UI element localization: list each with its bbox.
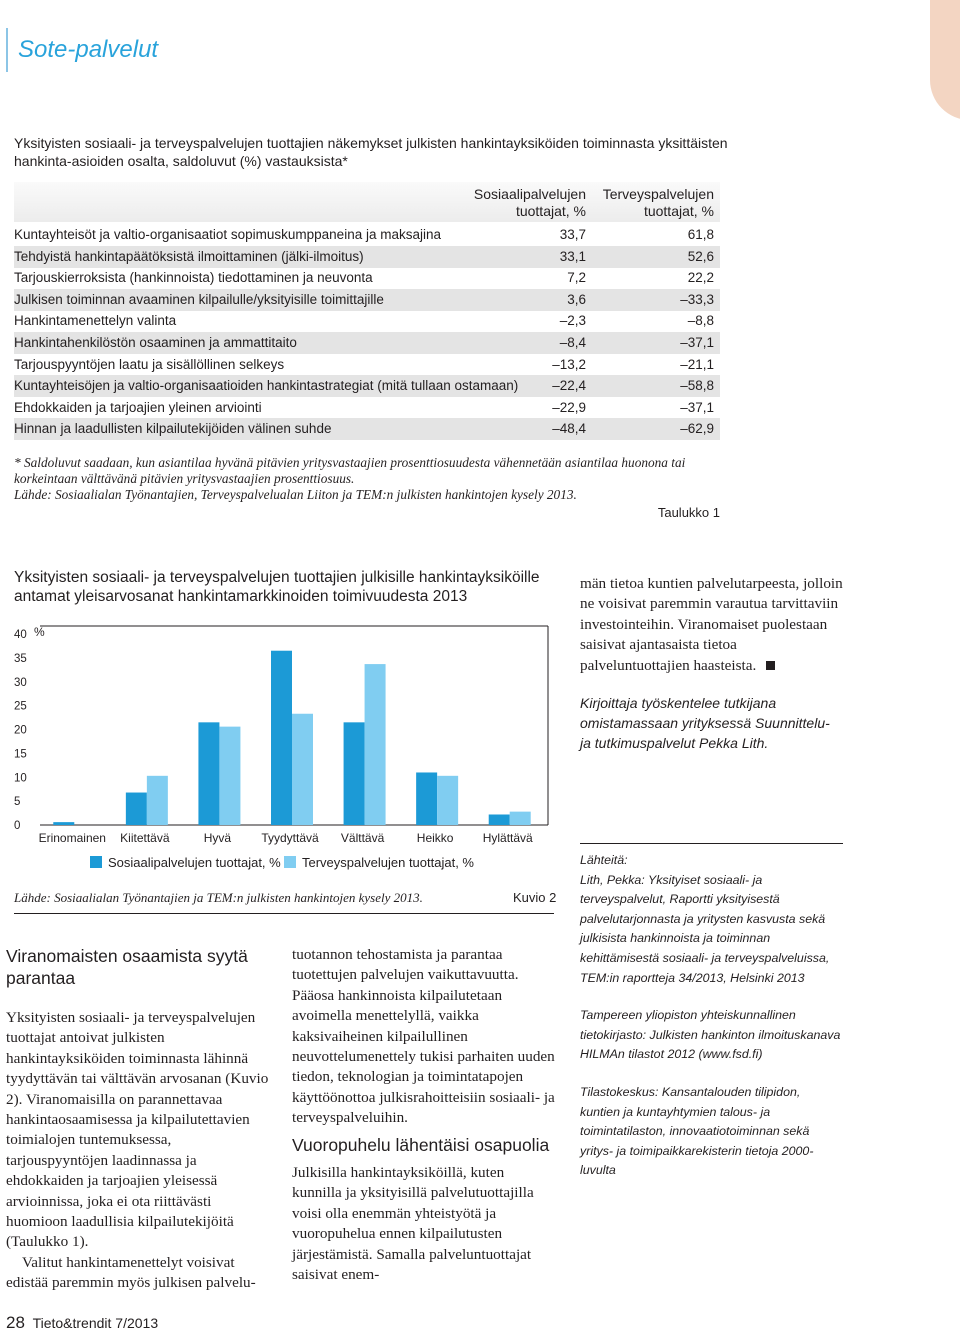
bar-social bbox=[271, 651, 292, 825]
legend-swatch-health bbox=[284, 856, 296, 868]
x-tick-label: Kiitettävä bbox=[120, 831, 170, 845]
value-social: –48,4 bbox=[552, 421, 586, 437]
table-footnote bbox=[14, 455, 734, 503]
bar-health bbox=[510, 812, 531, 825]
reference-item: Tilastokeskus: Kansantalouden tilipidon, kuntien ja kuntayhtymien talous- ja toimintatilaston, innovaatiotoiminnan sekä yritys- ja toimipaikkarekisterin tietoja 2000-luvulta bbox=[580, 1084, 814, 1178]
references bbox=[580, 851, 842, 1199]
table-title: Yksityisten sosiaali- ja terveyspalvelujen tuottajien näkemykset julkisten hankintayksiköiden toiminnasta yksittäisten hankinta-asioiden osalta, saldoluvut (%) vastauksista* bbox=[14, 135, 728, 169]
value-social: –22,4 bbox=[552, 378, 586, 394]
table-row bbox=[14, 332, 720, 354]
table-row bbox=[14, 224, 720, 246]
bar-health bbox=[147, 776, 168, 825]
y-tick-label: 25 bbox=[14, 700, 27, 713]
y-tick-label: 20 bbox=[14, 724, 27, 737]
table-row bbox=[14, 375, 720, 397]
legend-label-health: Terveyspalvelujen tuottajat, % bbox=[302, 855, 474, 870]
value-social: –13,2 bbox=[552, 356, 586, 372]
legend-item-social bbox=[90, 855, 281, 870]
table-row bbox=[14, 289, 720, 311]
table-row bbox=[14, 310, 720, 332]
value-social: 33,1 bbox=[559, 248, 586, 264]
row-label: Ehdokkaiden ja tarjoajien yleinen arviointi bbox=[14, 399, 262, 415]
bar-social bbox=[53, 822, 74, 825]
article-subheading: Vuoropuhelu lähentäisi osapuolia bbox=[292, 1135, 550, 1155]
page-number: 28 bbox=[6, 1313, 25, 1332]
value-health: –21,1 bbox=[680, 356, 714, 372]
y-tick-label: 10 bbox=[14, 772, 27, 785]
row-label: Hankintamenettelyn valinta bbox=[14, 313, 177, 329]
value-social: 3,6 bbox=[567, 291, 586, 307]
end-mark-icon bbox=[766, 661, 775, 670]
article-text-col2: tuotannon tehostamista ja parantaa tuotettujen palvelujen vaikuttavuutta. Pääosa hankinnoista kilpailutetaan avoimella menettelyllä, vaikka kaksivaiheinen kilpailullinen neuvottelumenettely tukisi parhaiten uuden tiedon, teknologian ja toimintatapojen käyttöönottoa julkisrahoitteisiin sosiaali- ja terveyspalveluihin. bbox=[292, 946, 555, 1127]
value-health: –62,9 bbox=[680, 421, 714, 437]
row-label: Kuntayhteisöjen ja valtio-organisaatioiden hankintastrategiat (mitä tullaan ostamaan) bbox=[14, 378, 519, 394]
x-tick-label: Erinomainen bbox=[38, 831, 106, 845]
value-health: –58,8 bbox=[680, 378, 714, 394]
footnote-definition: * Saldoluvut saadaan, kun asiantilaa hyvänä pitävien yritysvastaajien prosenttiosuudesta vähennetään asiantilaa huonona tai korkeintaan välttävänä pitävien yritysvastaajien prosenttiosuus. bbox=[14, 455, 686, 486]
value-social: –2,3 bbox=[559, 313, 586, 329]
bar-social bbox=[416, 772, 437, 825]
paragraph: Yksityisten sosiaali- ja terveyspalvelujen tuottajat antoivat julkisten hankintayksiköiden toiminnasta lähinnä tyydyttävän tai välttävän arvosanan (Kuvio 2). Viranomaisilla on parannettavaa hankintaosaamisessa ja kilpailutettavien toimialojen tuntemuksessa, tarjouspyyntöjen laadinnassa ja ehdokkaiden ja tarjoajien yleisessä arvioinnissa, joka ei ota riittävästi huomioon laadullisia kilpailutekijöitä (Taulukko 1). bbox=[6, 1009, 269, 1251]
divider bbox=[580, 843, 843, 844]
table-row bbox=[14, 246, 720, 268]
y-tick-label: 30 bbox=[14, 676, 27, 689]
y-tick-label: 0 bbox=[14, 820, 21, 832]
bar-chart bbox=[0, 610, 560, 850]
article-text-col3 bbox=[580, 574, 850, 676]
y-tick-label: 15 bbox=[14, 748, 27, 761]
legend-label-social: Sosiaalipalvelujen tuottajat, % bbox=[108, 855, 281, 870]
value-social: 7,2 bbox=[567, 270, 586, 286]
row-label: Julkisen toiminnan avaaminen kilpailulle/yksityisille toimittajille bbox=[14, 291, 384, 307]
value-health: –8,8 bbox=[687, 313, 714, 329]
value-social: –22,9 bbox=[552, 399, 586, 415]
value-health: 61,8 bbox=[687, 227, 714, 242]
column-header-social: Sosiaalipalvelujen tuottajat, % bbox=[473, 186, 586, 219]
table-row bbox=[14, 418, 720, 440]
col3-paragraph: män tietoa kuntien palvelutarpeesta, jolloin ne voisivat paremmin varautua tarvittaviin investointeihin. Viranomaiset puolestaan saisivat ajantasaista tietoa palveluntuottajien haasteista. bbox=[580, 575, 843, 674]
value-health: –37,1 bbox=[680, 335, 714, 350]
value-health: –37,1 bbox=[680, 399, 714, 415]
value-health: 52,6 bbox=[687, 248, 714, 264]
bar-social bbox=[489, 814, 510, 825]
chart-caption: Kuvio 2 bbox=[513, 890, 557, 905]
article-text-col2-cont: Julkisilla hankintayksiköillä, kuten kunnilla ja yksityisillä palvelutuottajilla voisi olla enemmän yhteistyötä ja vuoropuhelua ennen kilpailutusten järjestämistä. Samalla palveluntuottajat saisivat enem- bbox=[292, 1164, 534, 1284]
bar-social bbox=[344, 722, 365, 825]
publication-name: Tieto&trendit 7/2013 bbox=[32, 1315, 159, 1331]
table-row bbox=[14, 354, 720, 376]
bar-health bbox=[292, 714, 313, 825]
column-header-health: Terveyspalvelujen tuottajat, % bbox=[602, 186, 714, 219]
row-label: Tehdyistä hankintapäätöksistä ilmoittaminen (jälki-ilmoitus) bbox=[14, 248, 364, 264]
bar-health bbox=[437, 776, 458, 825]
value-social: –8,4 bbox=[559, 335, 586, 350]
value-social: 33,7 bbox=[559, 227, 586, 242]
x-tick-label: Hyvä bbox=[203, 831, 232, 845]
bar-social bbox=[198, 722, 219, 825]
row-label: Hinnan ja laadullisten kilpailutekijöiden välinen suhde bbox=[14, 421, 332, 437]
bar-health bbox=[219, 727, 240, 825]
bar-social bbox=[126, 793, 147, 825]
row-label: Hankintahenkilöstön osaaminen ja ammattitaito bbox=[14, 335, 297, 350]
divider bbox=[14, 913, 554, 914]
footnote-source: Lähde: Sosiaalialan Työnantajien, Terveyspalvelualan Liiton ja TEM:n julkisten hankintojen kysely 2013. bbox=[14, 487, 577, 502]
legend-swatch-social bbox=[90, 856, 102, 868]
paragraph: Valitut hankintamenettelyt voisivat edistää paremmin myös julkisen palvelu- bbox=[6, 1253, 256, 1292]
table-row bbox=[14, 397, 720, 419]
page-footer bbox=[6, 1313, 158, 1333]
x-tick-label: Hylättävä bbox=[482, 831, 533, 845]
bar-health bbox=[365, 664, 386, 825]
legend-item-health bbox=[284, 855, 474, 870]
x-tick-label: Tyydyttävä bbox=[261, 831, 319, 845]
value-health: 22,2 bbox=[687, 270, 714, 286]
author-note: Kirjoittaja työskentelee tutkijana omistamassaan yrityksessä Suunnittelu- ja tutkimuspalvelut Pekka Lith. bbox=[580, 695, 830, 751]
row-label: Tarjouskierroksista (hankinnoista) tiedottaminen ja neuvonta bbox=[14, 270, 373, 286]
row-label: Kuntayhteisöt ja valtio-organisaatiot sopimuskumppaneina ja maksajina bbox=[14, 227, 441, 242]
article-heading: Viranomaisten osaamista syytä parantaa bbox=[6, 946, 248, 988]
x-tick-label: Heikko bbox=[416, 831, 454, 845]
section-divider bbox=[6, 28, 8, 72]
article-text-col1 bbox=[6, 1008, 269, 1294]
references-label: Lähteitä: bbox=[580, 853, 628, 867]
y-axis-unit: % bbox=[34, 625, 45, 639]
y-tick-label: 40 bbox=[14, 629, 27, 641]
reference-item: Tampereen yliopiston yhteiskunnallinen tietokirjasto: Julkisten hankinton ilmoituskanava HILMAn tilastot 2012 (www.fsd.fi) bbox=[580, 1008, 841, 1062]
chart-title: Yksityisten sosiaali- ja terveyspalvelujen tuottajien julkisille hankintayksiköille antamat yleisarvosanat hankintamarkkinoiden toimivuudesta 2013 bbox=[14, 569, 540, 605]
decorative-photo-edge bbox=[930, 0, 960, 120]
row-label: Tarjouspyyntöjen laatu ja sisällöllinen selkeys bbox=[14, 356, 285, 372]
x-tick-label: Välttävä bbox=[340, 831, 385, 845]
table-header bbox=[14, 182, 720, 222]
table-row bbox=[14, 267, 720, 289]
reference-item: Lith, Pekka: Yksityiset sosiaali- ja terveyspalvelut, Raportti yksityisestä palvelutarjonnasta ja yritysten kasvusta sekä julkisista hankinnoista ja toiminnan kehittämisestä sosiaali- ja terveyspalveluissa, TEM:in raportteja 34/2013, Helsinki 2013 bbox=[580, 872, 830, 985]
section-title: Sote-palvelut bbox=[18, 36, 159, 63]
chart-source: Lähde: Sosiaalialan Työnantajien ja TEM:n julkisten hankintojen kysely 2013. bbox=[14, 890, 423, 905]
value-health: –33,3 bbox=[680, 291, 714, 307]
table-caption: Taulukko 1 bbox=[657, 505, 720, 520]
y-tick-label: 5 bbox=[14, 796, 21, 809]
y-tick-label: 35 bbox=[14, 652, 27, 665]
